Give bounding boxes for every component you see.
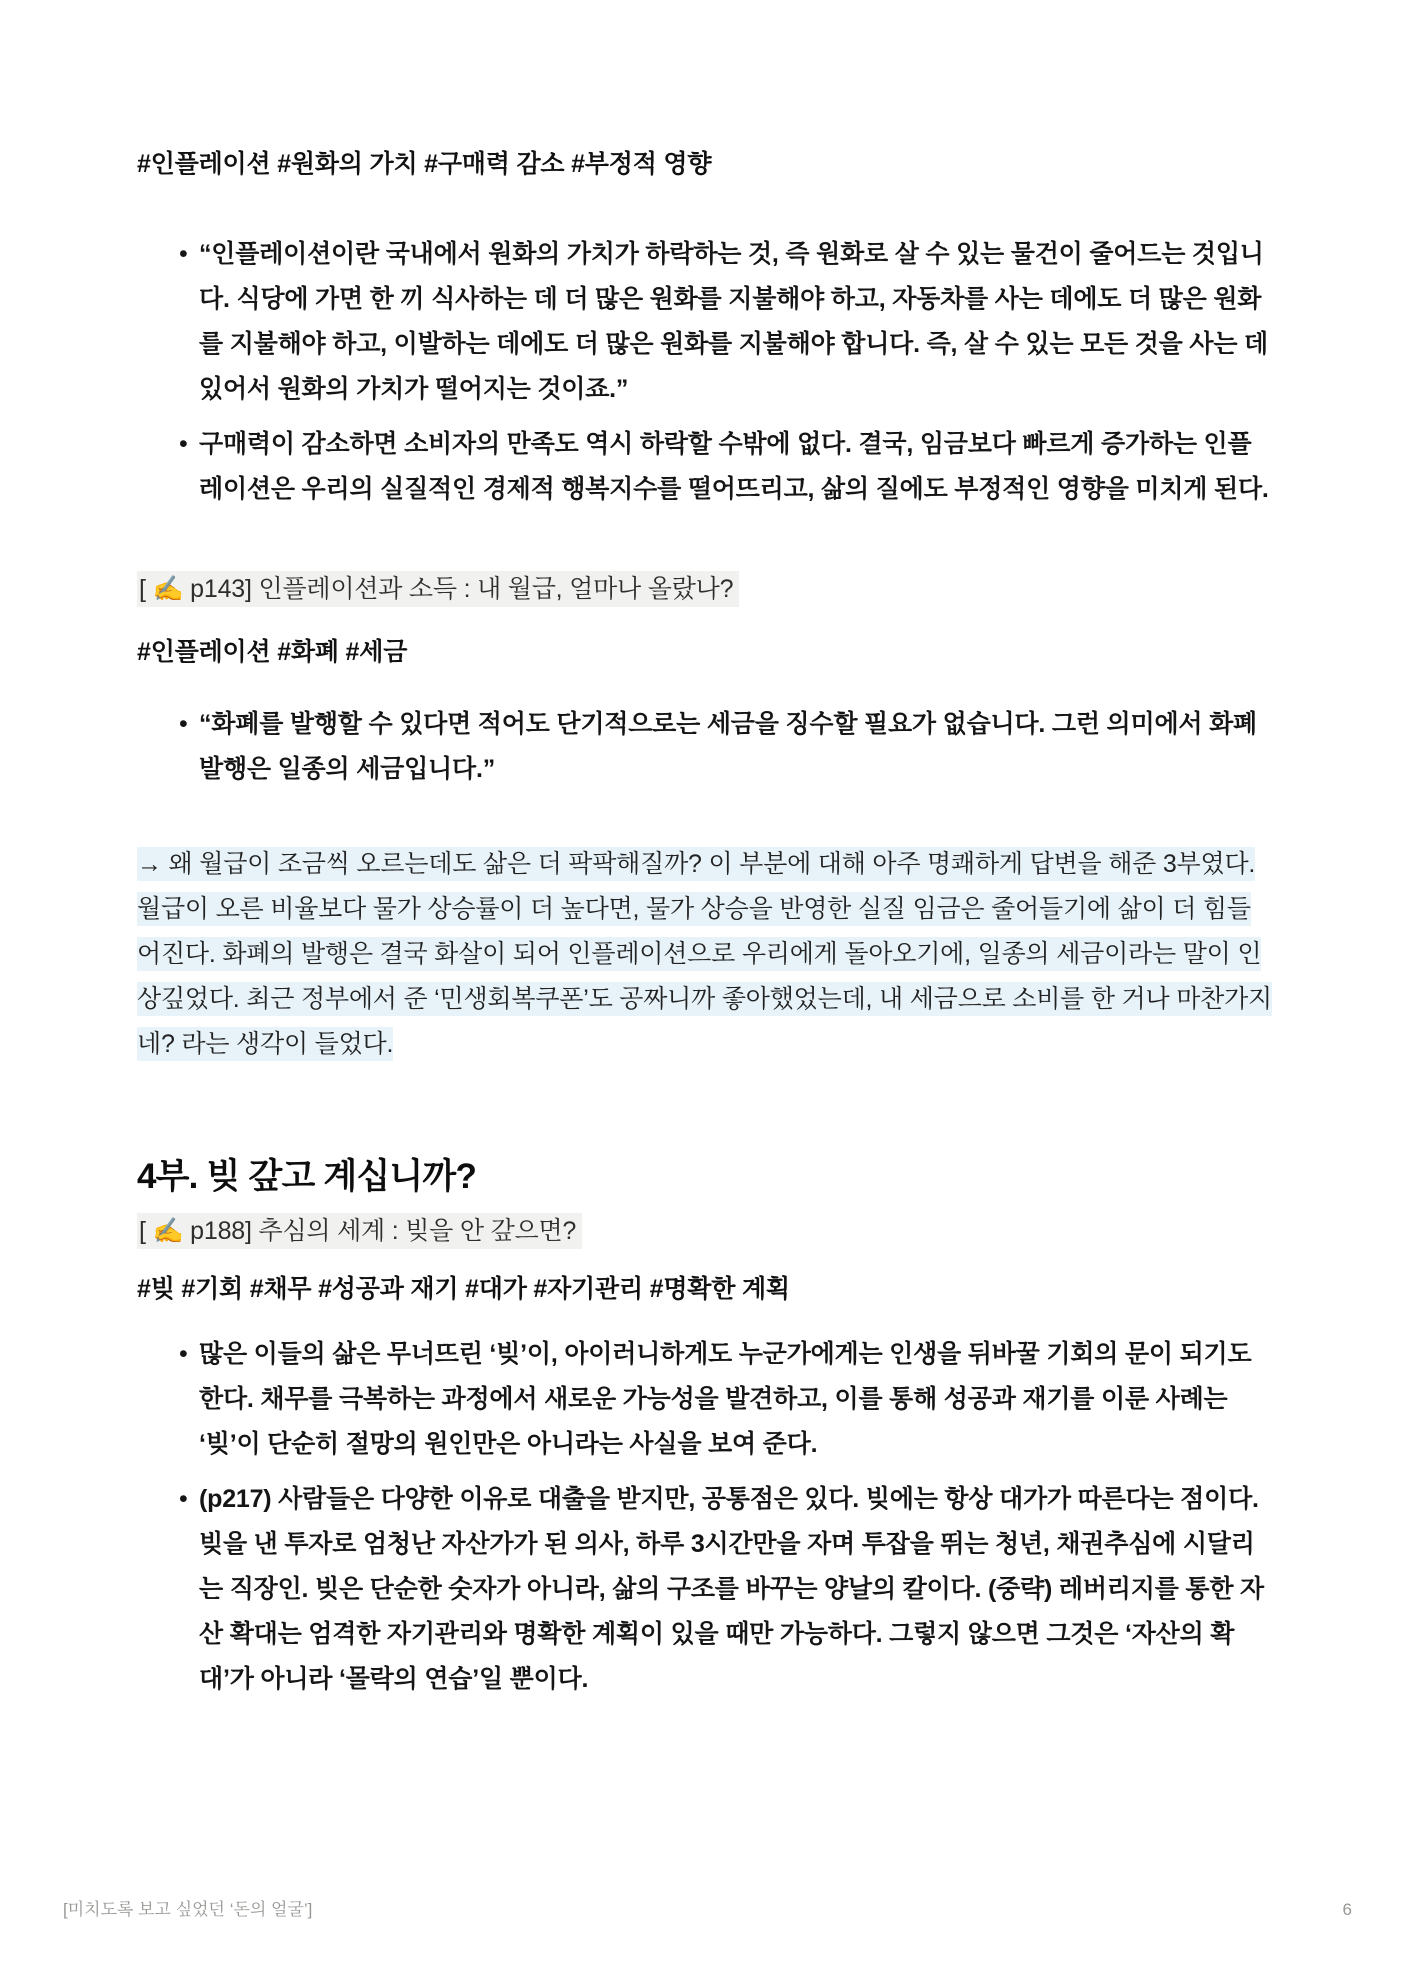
page-footer bbox=[63, 1898, 1352, 1922]
bracket-prefix: [ bbox=[139, 1217, 153, 1245]
writing-hand-icon: ✍️ bbox=[152, 1217, 184, 1245]
page-content bbox=[137, 140, 1273, 1702]
tag-line-money-tax: #인플레이션 #화폐 #세금 bbox=[137, 638, 408, 666]
gray-highlight bbox=[137, 1213, 582, 1249]
bullet-item: • 구매력이 감소하면 소비자의 만족도 역시 하락할 수밖에 없다. 결국, 임금보다 빠르게 증가하는 인플레이션은 우리의 실질적인 경제적 행복지수를 떨어뜨리고, 삶의 질에도 부정적인 영향을 미치게 된다. bbox=[137, 422, 1273, 512]
bullet-list-money bbox=[137, 702, 1273, 792]
note-header-p188 bbox=[137, 1209, 1273, 1254]
gray-highlight bbox=[137, 571, 739, 607]
bracket-prefix: [ bbox=[139, 575, 153, 603]
writing-hand-icon: ✍️ bbox=[152, 575, 184, 603]
footer-page-number: 6 bbox=[1342, 1900, 1352, 1919]
tag-line-debt: #빚 #기회 #채무 #성공과 재기 #대가 #자기관리 #명확한 계획 bbox=[137, 1275, 790, 1303]
note-header-text: p143] 인플레이션과 소득 : 내 월급, 얼마나 올랐나? bbox=[183, 575, 734, 603]
bullet-item: • 많은 이들의 삶은 무너뜨린 ‘빚’이, 아이러니하게도 누군가에게는 인생을 뒤바꿀 기회의 문이 되기도 한다. 채무를 극복하는 과정에서 새로운 가능성을 발견하고, 이를 통해 성공과 재기를 이룬 사례는 ‘빚’이 단순히 절망의 원인만은 아니라는 사실을 보여 준다. bbox=[137, 1332, 1273, 1467]
bullet-item: • (p217) 사람들은 다양한 이유로 대출을 받지만, 공통점은 있다. 빚에는 항상 대가가 따른다는 점이다. 빚을 낸 투자로 엄청난 자산가가 된 의사, 하루 3시간만을 자며 투잡을 뛰는 청년, 채권추심에 시달리는 직장인. 빚은 단순한 숫자가 아니라, 삶의 구조를 바꾸는 양날의 칼이다. (중략) 레버리지를 통한 자산 확대는 엄격한 자기관리와 명확한 계획이 있을 때만 가능하다. 그렇지 않으면 그것은 ‘자산의 확대’가 아니라 ‘몰락의 연습’일 뿐이다. bbox=[137, 1477, 1273, 1702]
bullet-item: • “화폐를 발행할 수 있다면 적어도 단기적으로는 세금을 징수할 필요가 없습니다. 그런 의미에서 화폐 발행은 일종의 세금입니다.” bbox=[137, 702, 1273, 792]
note-header-text: p188] 추심의 세계 : 빚을 안 갚으면? bbox=[183, 1217, 577, 1245]
tag-line-inflation-value: #인플레이션 #원화의 가치 #구매력 감소 #부정적 영향 bbox=[137, 150, 712, 178]
reflection-paragraph bbox=[137, 842, 1273, 1067]
blue-highlighted-reflection: → 왜 월급이 조금씩 오르는데도 삶은 더 팍팍해질까? 이 부분에 대해 아주 명쾌하게 답변을 해준 3부였다. 월급이 오른 비율보다 물가 상승률이 더 높다면, 물가 상승을 반영한 실질 임금은 줄어들기에 삶이 더 힘들어진다. 화폐의 발행은 결국 화살이 되어 인플레이션으로 우리에게 돌아오기에, 일종의 세금이라는 말이 인상깊었다. 최근 정부에서 준 ‘민생회복쿠폰’도 공짜니까 좋아했었는데, 내 세금으로 소비를 한 거나 마찬가지네? 라는 생각이 들었다. bbox=[137, 847, 1272, 1061]
note-header-p143 bbox=[137, 567, 1273, 612]
part4-heading: 4부. 빚 갚고 계십니까? bbox=[137, 1157, 477, 1196]
bullet-item: • “인플레이션이란 국내에서 원화의 가치가 하락하는 것, 즉 원화로 살 수 있는 물건이 줄어드는 것입니다. 식당에 가면 한 끼 식사하는 데 더 많은 원화를 지불해야 하고, 자동차를 사는 데에도 더 많은 원화를 지불해야 하고, 이발하는 데에도 더 많은 원화를 지불해야 합니다. 즉, 살 수 있는 모든 것을 사는 데 있어서 원화의 가치가 떨어지는 것이죠.” bbox=[137, 232, 1273, 412]
bullet-list-debt bbox=[137, 1332, 1273, 1702]
bullet-list-inflation bbox=[137, 232, 1273, 512]
footer-book-title: [미치도록 보고 싶었던 ‘돈의 얼굴’] bbox=[63, 1900, 313, 1919]
